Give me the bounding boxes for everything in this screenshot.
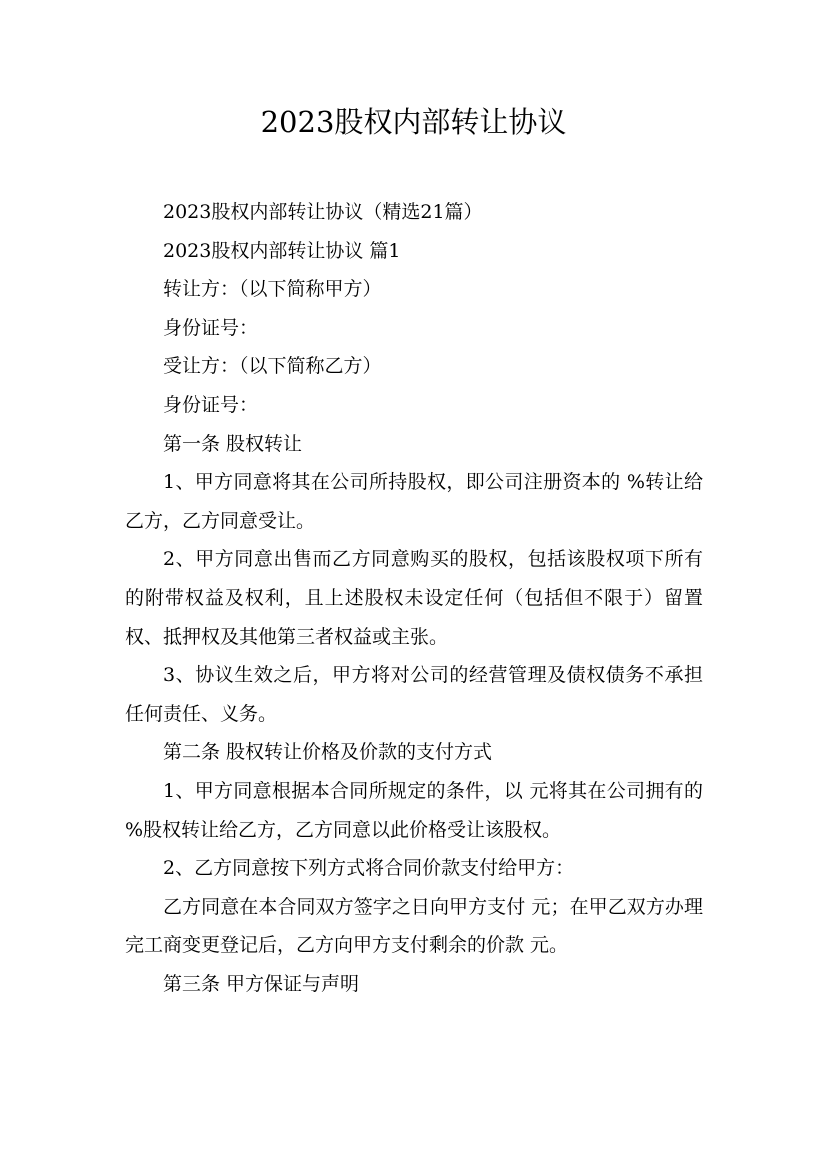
- document-title: 2023股权内部转让协议: [260, 105, 567, 139]
- clause-paragraph: 乙方同意在本合同双方签字之日向甲方支付 元；在甲乙双方办理完工商变更登记后，乙方向甲方支付剩余的价款 元。: [125, 895, 703, 957]
- article-heading: 第二条 股权转让价格及价款的支付方式: [163, 741, 493, 764]
- transferee-line: 受让方：（以下简称乙方）: [163, 355, 382, 378]
- clause-paragraph: 2、乙方同意按下列方式将合同价款支付给甲方：: [163, 857, 575, 880]
- transferor-line: 转让方：（以下简称甲方）: [163, 278, 382, 301]
- transferor-id-line: 身份证号：: [163, 316, 259, 339]
- clause-paragraph: 2、甲方同意出售而乙方同意购买的股权，包括该股权项下所有的附带权益及权利，且上述股权未设定任何（包括但不限于）留置权、抵押权及其他第三者权益或主张。: [125, 548, 703, 648]
- transferee-id-line: 身份证号：: [163, 393, 259, 416]
- clause-paragraph: 1、甲方同意根据本合同所规定的条件，以 元将其在公司拥有的 %股权转让给乙方，乙方同意以此价格受让该股权。: [125, 779, 703, 841]
- article-heading: 第一条 股权转让: [163, 432, 303, 455]
- document-subtitle: 2023股权内部转让协议（精选21篇）: [163, 201, 483, 223]
- section-heading: 2023股权内部转让协议 篇1: [163, 239, 401, 262]
- article-heading: 第三条 甲方保证与声明: [163, 972, 360, 995]
- clause-paragraph: 3、协议生效之后，甲方将对公司的经营管理及债权债务不承担任何责任、义务。: [125, 664, 703, 725]
- document-body: [125, 193, 703, 1003]
- clause-paragraph: 1、甲方同意将其在公司所持股权，即公司注册资本的 %转让给乙方，乙方同意受让。: [125, 471, 703, 532]
